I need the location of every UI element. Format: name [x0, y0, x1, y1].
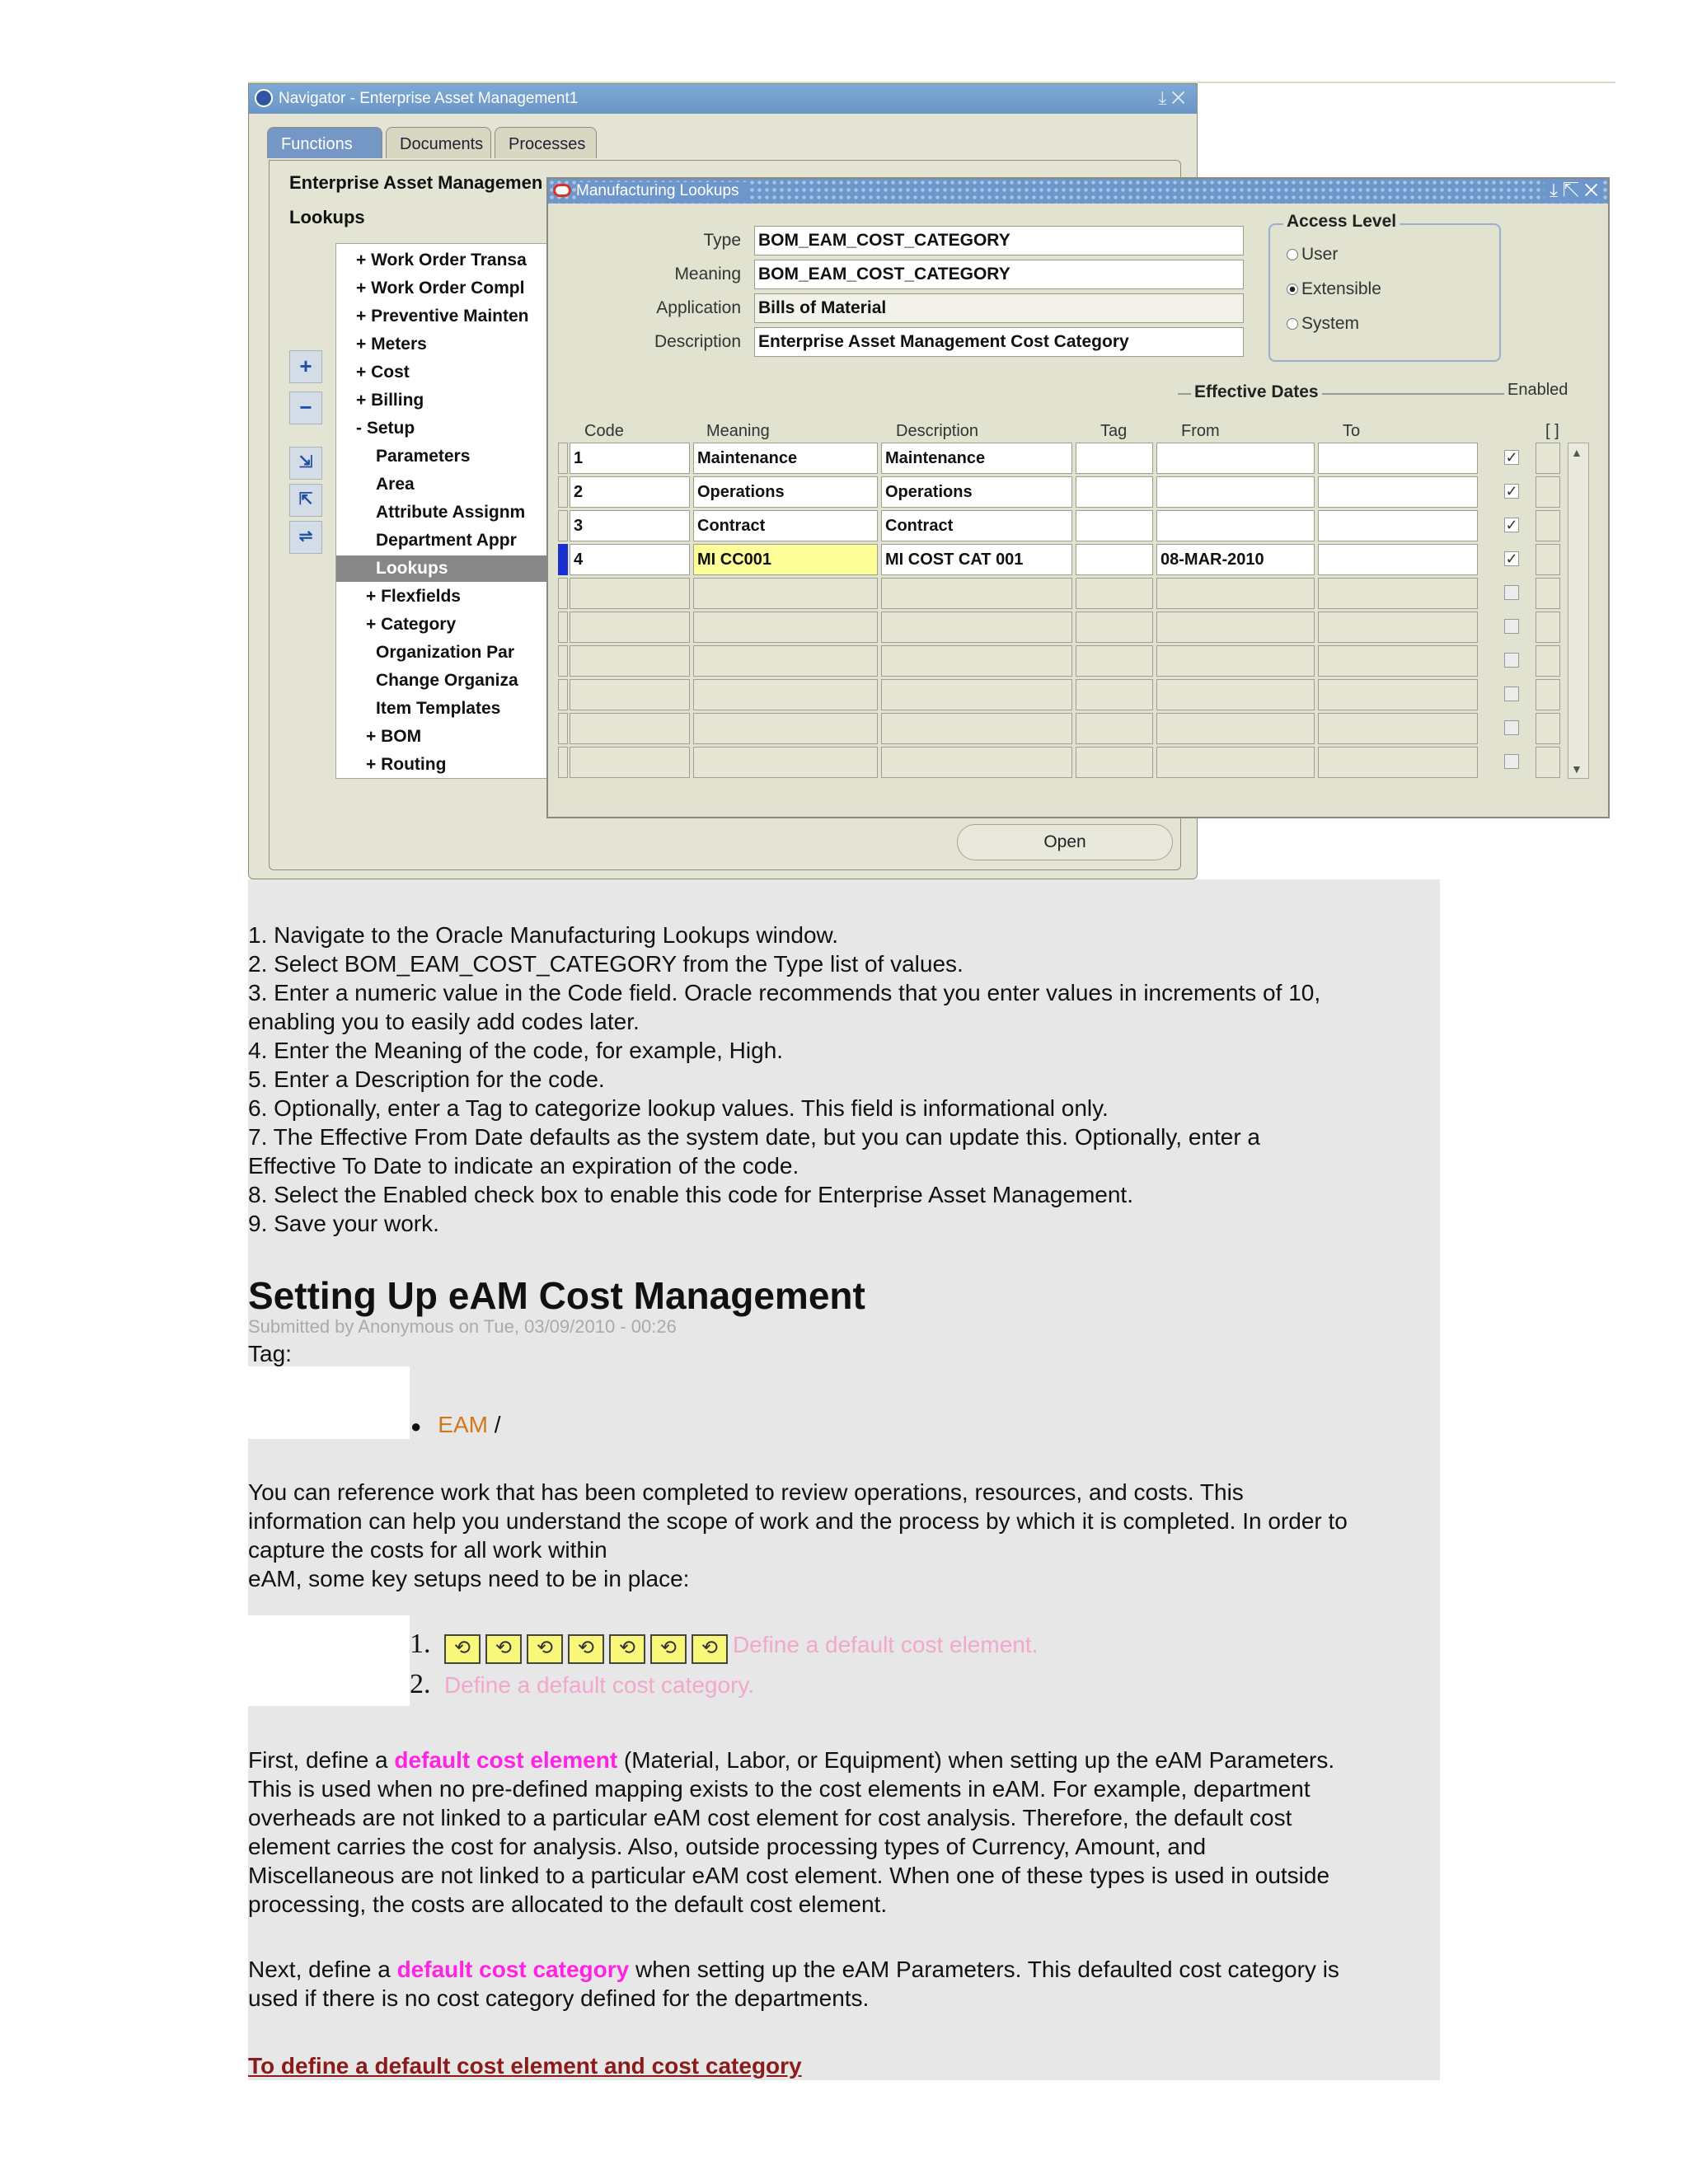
intro-line: You can reference work that has been completed to review operations, resources, and costs. This	[248, 1479, 1244, 1505]
lookups-titlebar[interactable]	[548, 179, 1608, 204]
cell-tag[interactable]	[1076, 645, 1153, 677]
default-cost-category-link[interactable]: default cost category	[396, 1957, 630, 1982]
step-line: Effective To Date to indicate an expiration of the code.	[248, 1153, 799, 1179]
tree-item[interactable]: + Cost	[356, 363, 410, 382]
enabled-checkbox[interactable]: ✓	[1505, 551, 1518, 567]
setup-link-cost-element[interactable]: Define a default cost element.	[732, 1632, 1039, 1657]
tree-item[interactable]: + BOM	[366, 727, 422, 746]
cell-code[interactable]	[570, 747, 690, 778]
expand-all-button[interactable]: ⇱	[289, 484, 322, 517]
tree-item[interactable]: + Meters	[356, 335, 427, 354]
tag-list-item	[410, 1410, 501, 1441]
application-field[interactable]: Bills of Material	[754, 293, 1244, 323]
cell-code[interactable]	[570, 713, 690, 744]
cell-to[interactable]	[1318, 747, 1478, 778]
cell-to[interactable]	[1318, 713, 1478, 744]
cell-from[interactable]	[1156, 578, 1315, 609]
folder-cell[interactable]	[1536, 578, 1560, 609]
manufacturing-lookups-window	[546, 177, 1610, 818]
broken-image-icon: ⟲	[692, 1634, 728, 1664]
enabled-checkbox[interactable]: ✓	[1505, 483, 1518, 499]
cell-code[interactable]: 2	[570, 476, 690, 508]
collapse-button[interactable]: −	[289, 391, 322, 424]
cell-code[interactable]	[570, 645, 690, 677]
row-selector[interactable]	[558, 645, 568, 677]
cell-meaning[interactable]	[693, 612, 878, 643]
cell-tag[interactable]	[1076, 443, 1153, 474]
paragraph-line: element carries the cost for analysis. Also, outside processing types of Currency, Amount, and	[248, 1834, 1207, 1859]
step-line: 6. Optionally, enter a Tag to categorize lookup values. This field is informational only.	[248, 1095, 1109, 1121]
tree-item[interactable]: Lookups	[336, 555, 551, 582]
paragraph-line: Miscellaneous are not linked to a particular eAM cost element. When one of these types is used in outside	[248, 1863, 1330, 1888]
tab-documents[interactable]: Documents	[386, 127, 491, 158]
setup-item-number: 1.	[410, 1629, 431, 1659]
step-line: enabling you to easily add codes later.	[248, 1009, 640, 1034]
cell-code[interactable]: 4	[570, 544, 690, 575]
enabled-checkbox[interactable]	[1504, 619, 1519, 634]
step-line: 7. The Effective From Date defaults as the system date, but you can update this. Optionally, enter a	[248, 1124, 1261, 1150]
tree-item[interactable]: Area	[376, 475, 415, 494]
folder-cell[interactable]	[1536, 476, 1560, 508]
default-cost-element-link[interactable]: default cost element	[394, 1747, 618, 1773]
intro-line: eAM, some key setups need to be in place:	[248, 1566, 690, 1591]
cell-code[interactable]: 1	[570, 443, 690, 474]
submitted-info: Submitted by Anonymous on Tue, 03/09/2010 - 00:26	[248, 1316, 677, 1337]
step-line: 9. Save your work.	[248, 1211, 439, 1236]
application-label: Application	[656, 298, 741, 317]
column-header-meaning: Meaning	[706, 422, 770, 440]
cell-meaning[interactable]	[693, 747, 878, 778]
cell-from[interactable]	[1156, 645, 1315, 677]
cell-to[interactable]	[1318, 544, 1478, 575]
enabled-checkbox[interactable]	[1504, 754, 1519, 769]
cell-from[interactable]	[1156, 443, 1315, 474]
description-field[interactable]: Enterprise Asset Management Cost Category	[754, 327, 1244, 357]
folder-cell[interactable]	[1536, 645, 1560, 677]
navigator-window-controls[interactable]: ⤓✕	[1158, 87, 1190, 108]
setup-list-gutter	[248, 1615, 410, 1706]
paragraph-line: used if there is no cost category defined for the departments.	[248, 1985, 870, 2011]
access-level-label: Access Level	[1283, 212, 1400, 232]
tree-item[interactable]: + Preventive Mainten	[356, 307, 529, 326]
radio-dot-icon	[1287, 318, 1298, 330]
cell-meaning[interactable]	[693, 578, 878, 609]
cell-meaning[interactable]: Operations	[693, 476, 878, 508]
cell-description[interactable]: Operations	[881, 476, 1072, 508]
step-line: 4. Enter the Meaning of the code, for example, High.	[248, 1038, 784, 1063]
expand-branch-button[interactable]: ⇲	[289, 447, 322, 480]
oracle-logo-icon	[553, 184, 571, 197]
row-selector[interactable]	[558, 476, 568, 508]
folder-cell[interactable]	[1536, 713, 1560, 744]
folder-cell[interactable]	[1536, 747, 1560, 778]
cell-tag[interactable]	[1076, 612, 1153, 643]
cell-tag[interactable]	[1076, 544, 1153, 575]
placeholder-icons	[444, 1634, 733, 1664]
bullet-icon: ●	[410, 1416, 422, 1436]
tree-item[interactable]: + Routing	[366, 755, 447, 774]
lookups-title: Manufacturing Lookups	[576, 182, 748, 200]
cell-from[interactable]	[1156, 510, 1315, 541]
cell-from[interactable]	[1156, 713, 1315, 744]
folder-cell[interactable]	[1536, 510, 1560, 541]
step-line: 3. Enter a numeric value in the Code field. Oracle recommends that you enter values in increments of 10,	[248, 980, 1321, 1005]
folder-cell[interactable]	[1536, 443, 1560, 474]
description-label: Description	[654, 332, 741, 351]
tag-separator: /	[487, 1412, 501, 1437]
row-selector[interactable]	[558, 713, 568, 744]
expand-button[interactable]: +	[289, 350, 322, 383]
cell-description[interactable]	[881, 612, 1072, 643]
tree-item[interactable]: Change Organiza	[376, 671, 518, 690]
cell-description[interactable]: Contract	[881, 510, 1072, 541]
scroll-down-icon[interactable]: ▼	[1571, 762, 1582, 776]
paragraph-line: processing, the costs are allocated to the default cost element.	[248, 1891, 888, 1917]
row-selector[interactable]	[558, 679, 568, 710]
access-user-radio[interactable]: User	[1287, 245, 1338, 265]
enabled-checkbox[interactable]: ✓	[1505, 517, 1518, 533]
broken-image-icon: ⟲	[527, 1634, 563, 1664]
define-default-link[interactable]: To define a default cost element and cost category	[248, 2053, 802, 2079]
oracle-window-icon	[255, 89, 273, 107]
cell-from[interactable]	[1156, 679, 1315, 710]
enabled-checkbox[interactable]	[1504, 687, 1519, 701]
lookups-window-controls[interactable]: ⤓⇱✕	[1545, 180, 1603, 201]
tag-label: Tag:	[248, 1341, 292, 1366]
cost-element-paragraph: First, define a default cost element (Material, Labor, or Equipment) when setting up the eAM Parameters. This is used when no pre-defined mapping exists to the cost elements in eAM. For example, department overheads are not linked to a particular eAM cost element for cost analysis. Therefore, the default cost element carries the cost for analysis. Also, outside processing types of Currency, Amount, and Miscellaneous are not linked to a particular eAM cost element. When one of these types is used in outside processing, the costs are allocated to the default cost element.	[248, 1747, 1335, 1917]
cell-meaning[interactable]	[693, 679, 878, 710]
tree-item[interactable]: Item Templates	[376, 699, 501, 718]
row-selector[interactable]	[558, 544, 568, 575]
cell-from[interactable]	[1156, 747, 1315, 778]
cell-description[interactable]: MI COST CAT 001	[881, 544, 1072, 575]
step-line: 5. Enter a Description for the code.	[248, 1066, 605, 1092]
radio-dot-icon	[1287, 249, 1298, 260]
row-selector[interactable]	[558, 510, 568, 541]
tree-item[interactable]: Parameters	[376, 447, 471, 466]
intro-paragraph	[248, 1478, 1348, 1593]
row-selector[interactable]	[558, 578, 568, 609]
column-header-tag: Tag	[1100, 422, 1128, 440]
access-system-radio[interactable]: System	[1287, 314, 1359, 334]
setup-link-cost-category[interactable]: Define a default cost category.	[443, 1672, 755, 1698]
cell-code[interactable]	[570, 679, 690, 710]
type-field[interactable]: BOM_EAM_COST_CATEGORY	[754, 226, 1244, 255]
cell-to[interactable]	[1318, 510, 1478, 541]
column-header-description: Description	[896, 422, 979, 440]
function-tree	[335, 243, 551, 779]
row-selector[interactable]	[558, 612, 568, 643]
setup-item-number: 2.	[410, 1669, 431, 1699]
paragraph-line: overheads are not linked to a particular eAM cost element for cost analysis. Therefore, the default cost	[248, 1805, 1292, 1830]
radio-dot-selected-icon	[1287, 284, 1298, 295]
cell-description[interactable]	[881, 578, 1072, 609]
cell-tag[interactable]	[1076, 747, 1153, 778]
folder-cell[interactable]	[1536, 612, 1560, 643]
folder-bracket-label: [ ]	[1545, 422, 1559, 440]
cell-tag[interactable]	[1076, 476, 1153, 508]
cell-to[interactable]	[1318, 578, 1478, 609]
enabled-label: Enabled	[1504, 381, 1571, 400]
cell-description[interactable]	[881, 679, 1072, 710]
cell-description[interactable]	[881, 645, 1072, 677]
tree-item[interactable]: + Category	[366, 615, 457, 634]
broken-image-icon: ⟲	[650, 1634, 687, 1664]
cell-to[interactable]	[1318, 443, 1478, 474]
step-line: 2. Select BOM_EAM_COST_CATEGORY from the Type list of values.	[248, 951, 964, 977]
type-label: Type	[703, 231, 741, 250]
cell-to[interactable]	[1318, 476, 1478, 508]
tree-item[interactable]: + Billing	[356, 391, 424, 410]
cell-to[interactable]	[1318, 645, 1478, 677]
cell-to[interactable]	[1318, 679, 1478, 710]
cell-from[interactable]	[1156, 476, 1315, 508]
access-extensible-radio[interactable]: Extensible	[1287, 279, 1381, 299]
tab-functions[interactable]: Functions	[267, 127, 382, 158]
collapse-all-button[interactable]: ⇌	[289, 521, 322, 554]
setup-item-1	[410, 1629, 1038, 1664]
tab-processes[interactable]: Processes	[495, 127, 597, 158]
cell-code[interactable]	[570, 578, 690, 609]
row-selector[interactable]	[558, 443, 568, 474]
cell-from[interactable]	[1156, 612, 1315, 643]
navigator-subheading: Lookups	[289, 207, 365, 227]
cell-tag[interactable]	[1076, 679, 1153, 710]
tag-link-eam[interactable]: EAM	[438, 1412, 488, 1437]
enabled-checkbox[interactable]	[1504, 720, 1519, 735]
cell-meaning[interactable]: Maintenance	[693, 443, 878, 474]
cell-meaning[interactable]: MI CC001	[693, 544, 878, 575]
folder-cell[interactable]	[1536, 679, 1560, 710]
cell-to[interactable]	[1318, 612, 1478, 643]
enabled-checkbox[interactable]	[1504, 585, 1519, 600]
cell-meaning[interactable]	[693, 713, 878, 744]
effective-dates-label: Effective Dates	[1191, 382, 1322, 402]
vertical-scrollbar[interactable]	[1568, 443, 1589, 779]
column-header-code: Code	[584, 422, 624, 440]
cell-meaning[interactable]: Contract	[693, 510, 878, 541]
column-header-to: To	[1343, 422, 1361, 440]
enabled-checkbox[interactable]	[1504, 653, 1519, 668]
tree-item[interactable]: Department Appr	[376, 531, 517, 550]
column-header-from: From	[1181, 422, 1220, 440]
cell-description[interactable]: Maintenance	[881, 443, 1072, 474]
cell-tag[interactable]	[1076, 713, 1153, 744]
cell-description[interactable]	[881, 747, 1072, 778]
folder-cell[interactable]	[1536, 544, 1560, 575]
enabled-checkbox[interactable]: ✓	[1505, 449, 1518, 466]
cost-category-paragraph: Next, define a default cost category when setting up the eAM Parameters. This defaulted cost category is used if there is no cost category defined for the departments.	[248, 1957, 1339, 2011]
row-selector[interactable]	[558, 747, 568, 778]
intro-line: information can help you understand the scope of work and the process by which it is completed. In order to	[248, 1508, 1348, 1534]
cell-tag[interactable]	[1076, 578, 1153, 609]
cell-meaning[interactable]	[693, 645, 878, 677]
meaning-field[interactable]: BOM_EAM_COST_CATEGORY	[754, 260, 1244, 289]
tree-item[interactable]: + Flexfields	[366, 587, 461, 606]
step-line: 8. Select the Enabled check box to enable this code for Enterprise Asset Management.	[248, 1182, 1133, 1207]
setup-item-2	[410, 1669, 754, 1700]
tag-list-gutter	[248, 1366, 410, 1439]
tree-item[interactable]: - Setup	[356, 419, 415, 438]
open-button[interactable]: Open	[957, 824, 1173, 860]
cell-code[interactable]	[570, 612, 690, 643]
article-title[interactable]: Setting Up eAM Cost Management	[248, 1274, 865, 1317]
tree-item[interactable]: + Work Order Compl	[356, 279, 525, 298]
step-list	[248, 921, 1320, 1238]
cell-from[interactable]: 08-MAR-2010	[1156, 544, 1315, 575]
cell-tag[interactable]	[1076, 510, 1153, 541]
step-line: 1. Navigate to the Oracle Manufacturing Lookups window.	[248, 922, 838, 948]
intro-line: capture the costs for all work within	[248, 1537, 607, 1563]
cell-code[interactable]: 3	[570, 510, 690, 541]
scroll-up-icon[interactable]: ▲	[1571, 446, 1582, 459]
meaning-label: Meaning	[674, 265, 741, 284]
tree-item[interactable]: Attribute Assignm	[376, 503, 526, 522]
navigator-titlebar[interactable]	[249, 84, 1197, 114]
broken-image-icon: ⟲	[609, 1634, 645, 1664]
paragraph-line: This is used when no pre-defined mapping exists to the cost elements in eAM. For example, department	[248, 1776, 1311, 1802]
navigator-title: Navigator - Enterprise Asset Management1	[279, 90, 579, 107]
broken-image-icon: ⟲	[568, 1634, 604, 1664]
tree-item[interactable]: + Work Order Transa	[356, 251, 527, 269]
tree-item[interactable]: Organization Par	[376, 643, 515, 662]
cell-description[interactable]	[881, 713, 1072, 744]
navigator-heading: Enterprise Asset Managemen	[289, 172, 543, 193]
broken-image-icon: ⟲	[444, 1634, 481, 1664]
broken-image-icon: ⟲	[485, 1634, 522, 1664]
